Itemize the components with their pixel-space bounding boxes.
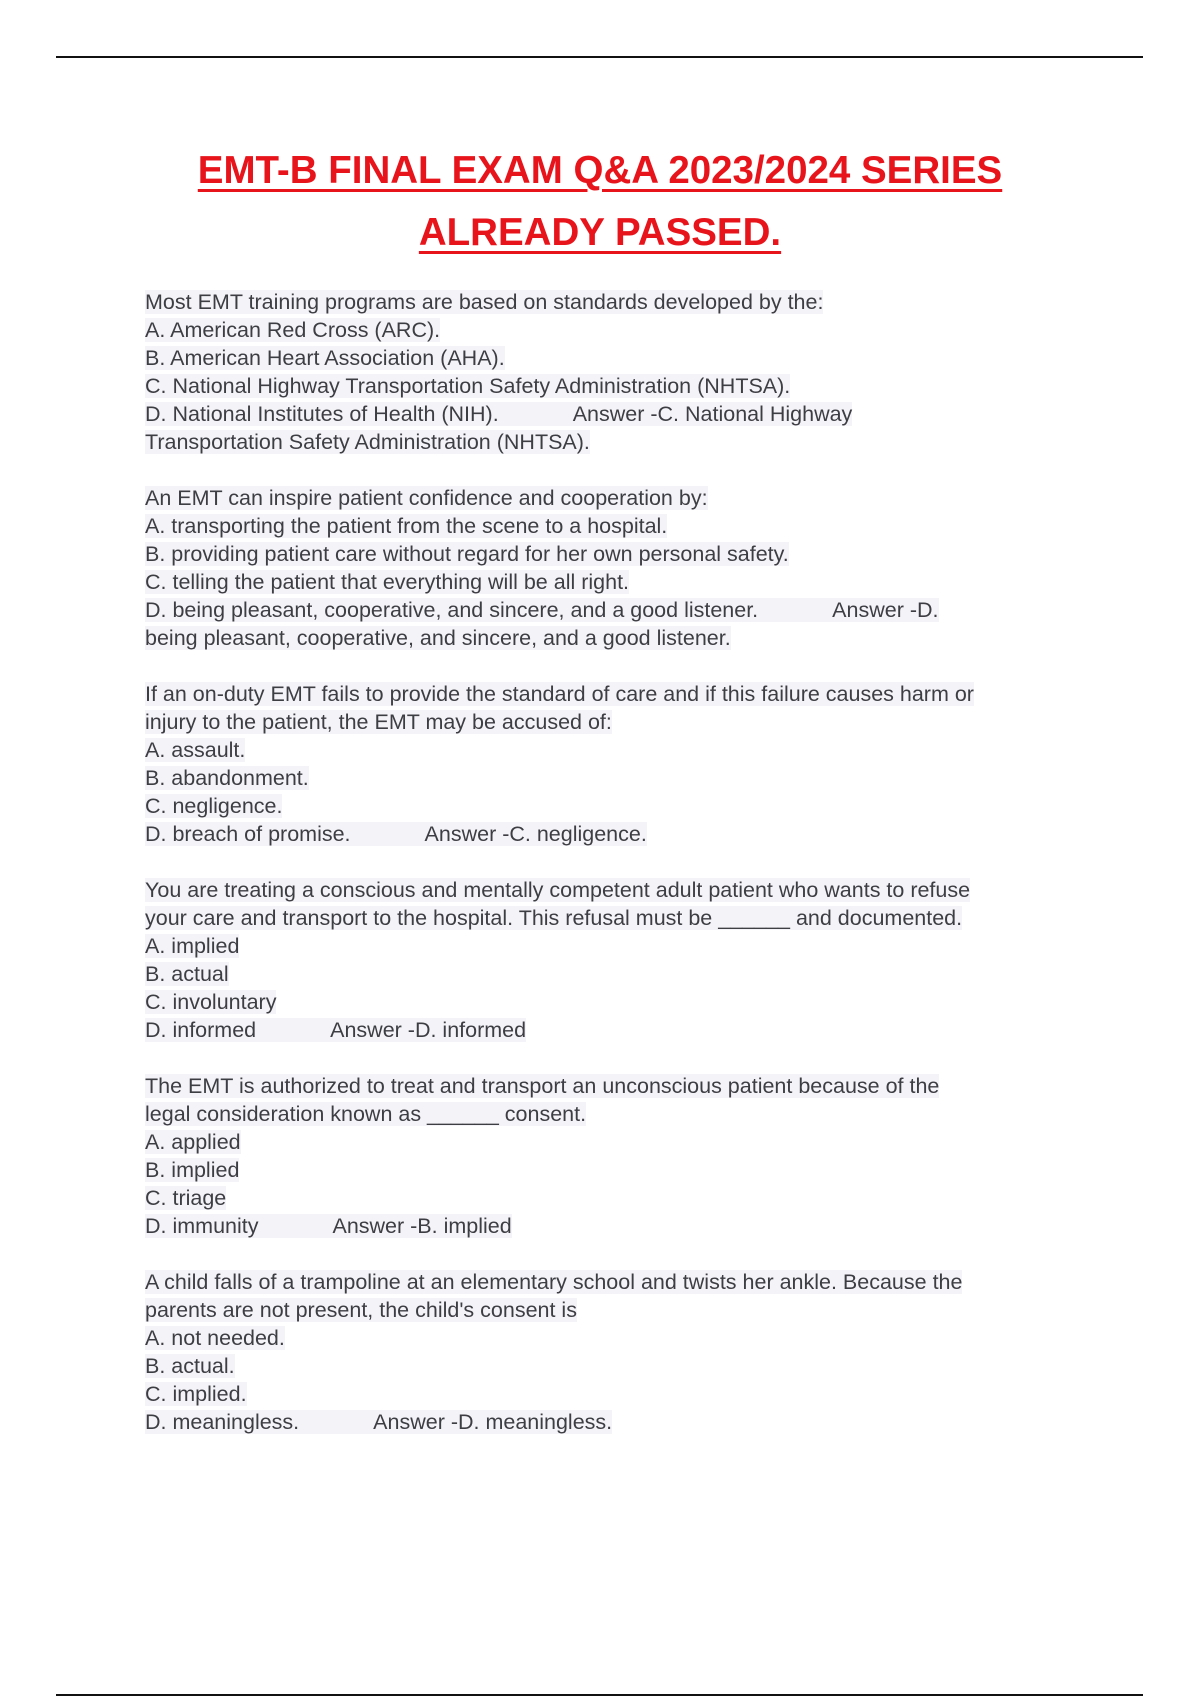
option-b: B. implied: [145, 1158, 240, 1182]
option-c: C. implied.: [145, 1382, 247, 1406]
footer-rule: [56, 1694, 1143, 1696]
question-block-1: [145, 288, 1085, 456]
option-c: C. telling the patient that everything will be all right.: [145, 570, 630, 594]
question-stem: You are treating a conscious and mentally competent adult patient who wants to refuse: [145, 878, 971, 902]
option-c: C. involuntary: [145, 990, 277, 1014]
question-stem-continued: your care and transport to the hospital. This refusal must be ______ and documented.: [145, 906, 963, 930]
option-b: B. abandonment.: [145, 766, 309, 790]
option-d-with-answer: [145, 1212, 1085, 1240]
option-b: B. actual.: [145, 1354, 235, 1378]
question-stem: Most EMT training programs are based on standards developed by the:: [145, 290, 824, 314]
option-d: D. breach of promise.: [145, 822, 351, 846]
option-a: A. American Red Cross (ARC).: [145, 318, 441, 342]
answer-continued: Transportation Safety Administration (NHTSA).: [145, 430, 590, 454]
option-d: D. meaningless.: [145, 1410, 300, 1434]
question-block-5: [145, 1072, 1085, 1240]
answer-text: Answer -D. meaningless.: [373, 1410, 613, 1434]
option-a: A. applied: [145, 1130, 241, 1154]
option-b: B. providing patient care without regard for her own personal safety.: [145, 542, 789, 566]
document-title: [0, 140, 1200, 264]
option-d-with-answer: [145, 596, 1085, 624]
option-b: B. American Heart Association (AHA).: [145, 346, 505, 370]
option-c: C. triage: [145, 1186, 227, 1210]
option-a: A. implied: [145, 934, 240, 958]
option-a: A. transporting the patient from the scene to a hospital.: [145, 514, 668, 538]
question-list: [145, 288, 1085, 1464]
question-stem: If an on-duty EMT fails to provide the standard of care and if this failure causes harm or: [145, 682, 974, 706]
question-block-6: [145, 1268, 1085, 1436]
question-stem: A child falls of a trampoline at an elementary school and twists her ankle. Because the: [145, 1270, 963, 1294]
option-a: A. not needed.: [145, 1326, 285, 1350]
question-stem-continued: parents are not present, the child's consent is: [145, 1298, 577, 1322]
question-stem: An EMT can inspire patient confidence and cooperation by:: [145, 486, 708, 510]
question-block-4: [145, 876, 1085, 1044]
option-c: C. negligence.: [145, 794, 283, 818]
question-block-3: [145, 680, 1085, 848]
question-block-2: [145, 484, 1085, 652]
answer-continued: being pleasant, cooperative, and sincere, and a good listener.: [145, 626, 731, 650]
option-d: D. immunity: [145, 1214, 259, 1238]
question-stem-continued: injury to the patient, the EMT may be accused of:: [145, 710, 612, 734]
option-d: D. National Institutes of Health (NIH).: [145, 402, 499, 426]
title-line-2: ALREADY PASSED.: [418, 211, 782, 254]
option-d-with-answer: [145, 820, 1085, 848]
option-d-with-answer: [145, 400, 1085, 428]
answer-text: Answer -C. National Highway: [572, 402, 853, 426]
option-a: A. assault.: [145, 738, 246, 762]
header-rule: [56, 56, 1143, 58]
title-line-1: EMT-B FINAL EXAM Q&A 2023/2024 SERIES: [197, 149, 1003, 192]
option-b: B. actual: [145, 962, 229, 986]
answer-text: Answer -D.: [832, 598, 939, 622]
option-d: D. being pleasant, cooperative, and sincere, and a good listener.: [145, 598, 759, 622]
option-d: D. informed: [145, 1018, 257, 1042]
question-stem-continued: legal consideration known as ______ consent.: [145, 1102, 587, 1126]
option-d-with-answer: [145, 1016, 1085, 1044]
answer-text: Answer -B. implied: [332, 1214, 512, 1238]
answer-text: Answer -D. informed: [330, 1018, 527, 1042]
option-d-with-answer: [145, 1408, 1085, 1436]
question-stem: The EMT is authorized to treat and transport an unconscious patient because of the: [145, 1074, 940, 1098]
answer-text: Answer -C. negligence.: [424, 822, 647, 846]
option-c: C. National Highway Transportation Safety Administration (NHTSA).: [145, 374, 791, 398]
